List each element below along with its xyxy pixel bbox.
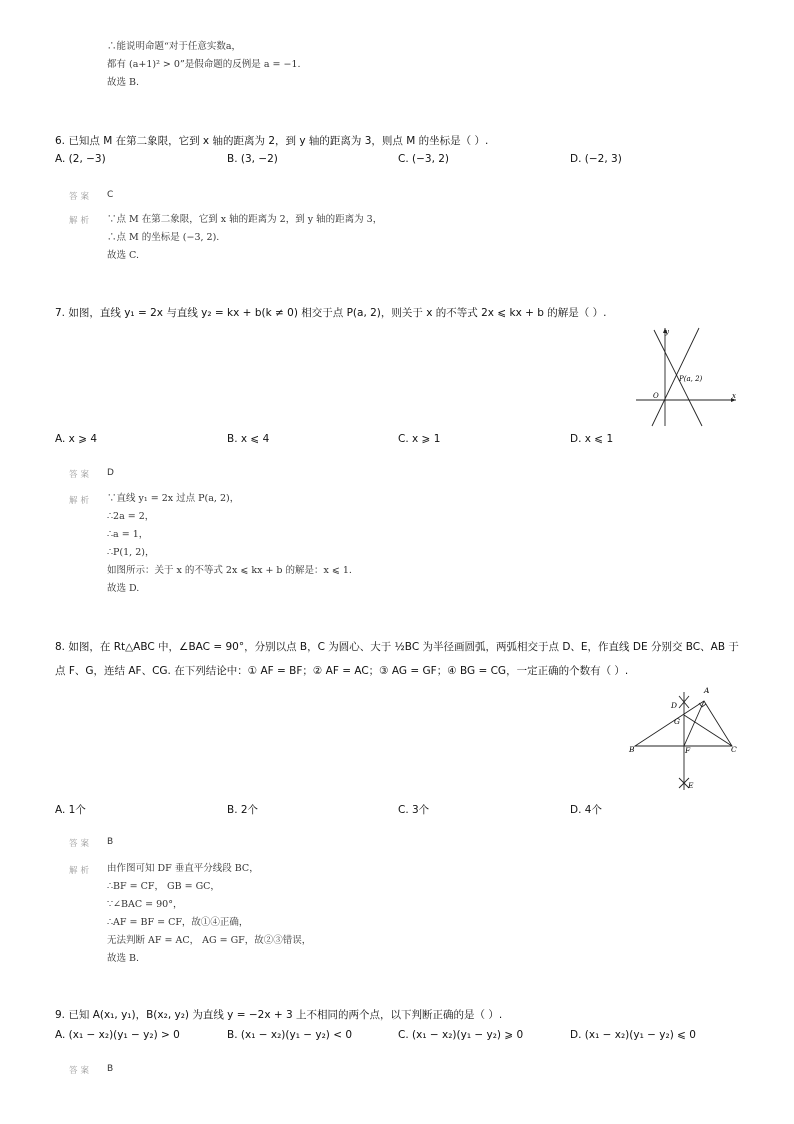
q6-option-b[interactable]: B. (3, −2) (227, 153, 278, 165)
q7-analysis (107, 490, 352, 598)
prev-solution-line: 都有 (a+1)² > 0”是假命题的反例是 a = −1. (107, 59, 301, 70)
point-p-label: P(a, 2) (679, 375, 703, 383)
q8-analysis (107, 860, 311, 968)
analysis-line: 如图所示：关于 x 的不等式 2x ⩽ kx + b 的解是：x ⩽ 1. (107, 565, 352, 576)
analysis-line: ∴AF = BF = CF，故①④正确， (107, 917, 249, 928)
q8-option-b[interactable]: B. 2个 (227, 804, 259, 816)
answer-label: 答案 (69, 470, 93, 480)
y-axis-label: y (665, 328, 669, 336)
analysis-line: 故选 B. (107, 953, 140, 964)
q9-option-b[interactable]: B. (x₁ − x₂)(y₁ − y₂) < 0 (227, 1029, 353, 1041)
point-e-label: E (688, 781, 694, 790)
origin-label: O (653, 392, 659, 400)
q7-graph (630, 322, 742, 430)
analysis-line: ∵点 M 在第二象限，它到 x 轴的距离为 2，到 y 轴的距离为 3， (107, 214, 383, 225)
answer-label: 答案 (69, 1066, 93, 1076)
prev-solution-line: 故选 B. (107, 77, 140, 88)
analysis-line: ∴BF = CF， GB = GC， (107, 881, 220, 892)
analysis-line: 无法判断 AF = AC， AG = GF，故②③错误， (107, 935, 312, 946)
q6-option-c[interactable]: C. (−3, 2) (398, 153, 450, 165)
q6-stem: 6. 已知点 M 在第二象限，它到 x 轴的距离为 2，到 y 轴的距离为 3，则点 M 的坐标是（ ）. (55, 135, 489, 147)
vertex-c-label: C (731, 745, 737, 754)
q8-option-a[interactable]: A. 1个 (55, 804, 86, 816)
analysis-line: ∴点 M 的坐标是 (−3, 2). (107, 232, 220, 243)
analysis-line: 故选 C. (107, 250, 139, 261)
analysis-label: 解析 (69, 496, 93, 506)
answer-label: 答案 (69, 192, 93, 202)
analysis-label: 解析 (69, 866, 93, 876)
analysis-line: ∴2a = 2， (107, 511, 155, 522)
analysis-line: ∴a = 1， (107, 529, 149, 540)
q8-figure (626, 682, 744, 796)
q9-option-d[interactable]: D. (x₁ − x₂)(y₁ − y₂) ⩽ 0 (570, 1029, 696, 1041)
analysis-line: ∵∠BAC = 90°， (107, 899, 183, 910)
q9-stem: 9. 已知 A(x₁, y₁)，B(x₂, y₂) 为直线 y = −2x + 3 上不相同的两个点，以下判断正确的是（ ）. (55, 1009, 503, 1021)
q7-option-d[interactable]: D. x ⩽ 1 (570, 433, 614, 445)
analysis-line: 故选 D. (107, 583, 140, 594)
analysis-line: ∴P(1, 2)， (107, 547, 155, 558)
point-f-label: F (685, 746, 691, 755)
q6-option-d[interactable]: D. (−2, 3) (570, 153, 622, 165)
answer-label: 答案 (69, 839, 93, 849)
q9-answer: B (107, 1064, 114, 1074)
vertex-b-label: B (629, 745, 635, 754)
q6-analysis (107, 211, 382, 265)
q7-stem: 7. 如图，直线 y₁ = 2x 与直线 y₂ = kx + b(k ≠ 0) 相交于点 P(a, 2)，则关于 x 的不等式 2x ⩽ kx + b 的解是（ ）. (55, 307, 607, 319)
q9-option-a[interactable]: A. (x₁ − x₂)(y₁ − y₂) > 0 (55, 1029, 180, 1041)
vertex-a-label: A (704, 686, 710, 695)
prev-solution-line: ∴能说明命题“对于任意实数a， (107, 41, 242, 52)
q8-option-d[interactable]: D. 4个 (570, 804, 602, 816)
x-axis-label: x (732, 392, 736, 400)
q7-option-a[interactable]: A. x ⩾ 4 (55, 433, 98, 445)
analysis-line: 由作图可知 DF 垂直平分线段 BC， (107, 863, 259, 874)
q6-answer: C (107, 190, 114, 200)
analysis-label: 解析 (69, 216, 93, 226)
q7-option-c[interactable]: C. x ⩾ 1 (398, 433, 441, 445)
q8-stem-line1: 8. 如图，在 Rt△ABC 中，∠BAC = 90°，分别以点 B，C 为圆心、大于 ½BC 为半径画圆弧，两弧相交于点 D、E，作直线 DE 分别交 BC、AB 于 (55, 641, 739, 653)
analysis-line: ∵直线 y₁ = 2x 过点 P(a, 2)， (107, 493, 240, 504)
point-g-label: G (674, 717, 680, 726)
triangle-abc (635, 701, 732, 746)
q9-option-c[interactable]: C. (x₁ − x₂)(y₁ − y₂) ⩾ 0 (398, 1029, 524, 1041)
q8-answer: B (107, 837, 114, 847)
q8-option-c[interactable]: C. 3个 (398, 804, 430, 816)
point-d-label: D (671, 701, 678, 710)
q7-option-b[interactable]: B. x ⩽ 4 (227, 433, 270, 445)
q7-answer: D (107, 468, 114, 478)
prev-solution (107, 38, 301, 92)
q6-option-a[interactable]: A. (2, −3) (55, 153, 106, 165)
q8-stem-line2: 点 F、G，连结 AF、CG. 在下列结论中：① AF = BF；② AF = AC；③ AG = GF；④ BG = CG，一定正确的个数有（ ）. (55, 665, 629, 677)
